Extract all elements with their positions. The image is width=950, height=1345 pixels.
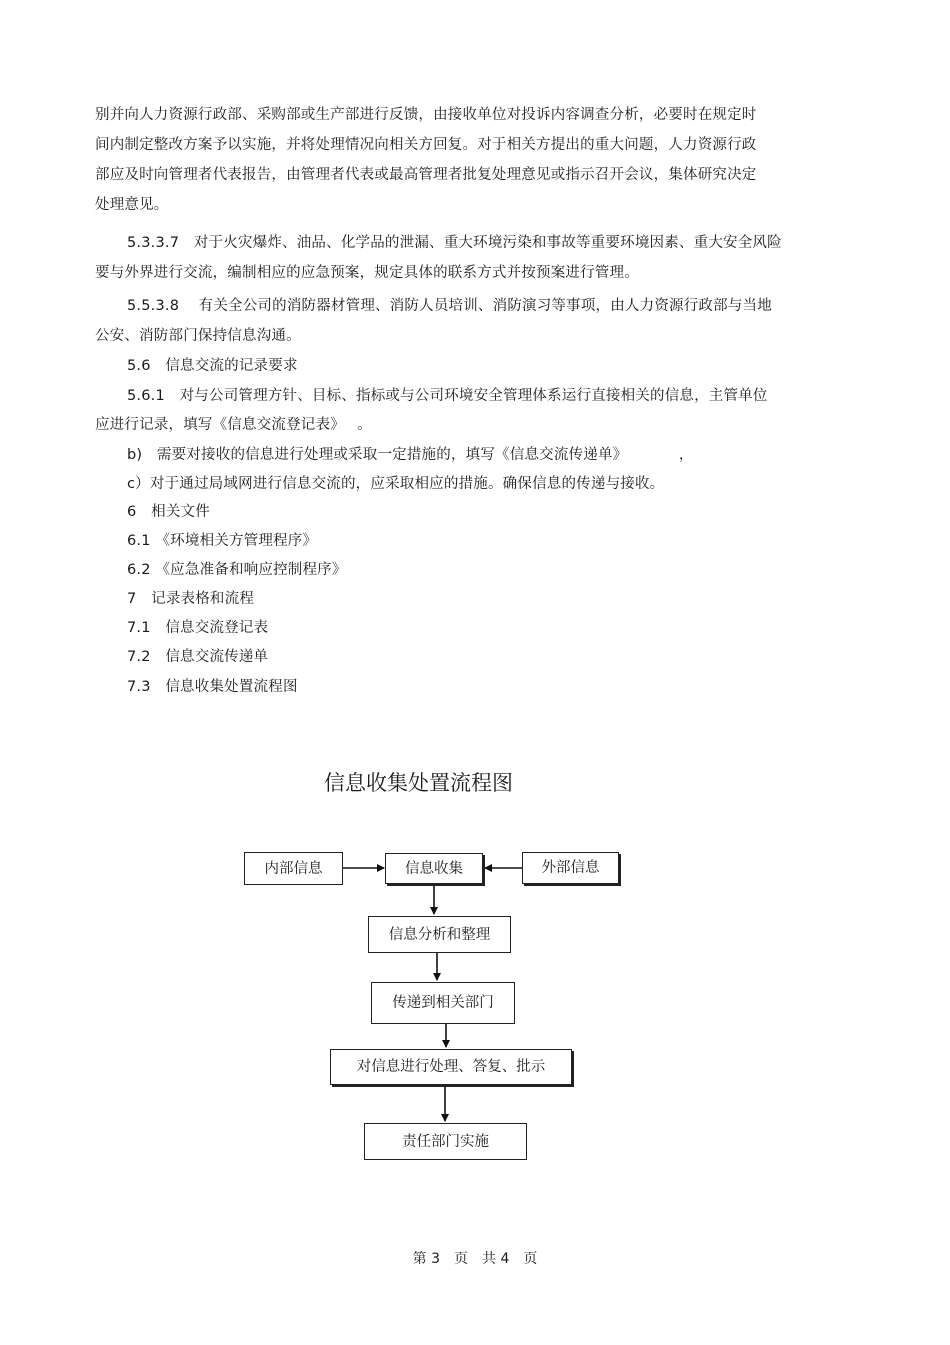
flow-box-label: 内部信息 — [264, 860, 323, 877]
body-line: 5.6.1 对与公司管理方针、目标、指标或与公司环境安全管理体系运行直接相关的信息，主管单位 — [127, 388, 768, 404]
body-line: 5.3.3.7 对于火灾爆炸、油品、化学品的泄漏、重大环境污染和事故等重要环境因素、重大安全风险 — [127, 235, 782, 251]
flow-box-label: 信息收集 — [405, 860, 463, 877]
list-item: 7.3 信息收集处置流程图 — [127, 679, 298, 695]
flow-box-label: 外部信息 — [541, 860, 600, 876]
section-heading: 6 相关文件 — [127, 504, 210, 520]
flow-box-internal-info — [244, 852, 343, 885]
body-line: 别并向人力资源行政部、采购部或生产部进行反馈，由接收单位对投诉内容调查分析，必要时在规定时 — [95, 107, 757, 123]
list-item: 6.2 《应急准备和响应控制程序》 — [127, 562, 347, 578]
flow-box-collect — [385, 853, 483, 884]
section-heading: 5.6 信息交流的记录要求 — [127, 358, 298, 374]
body-line: 5.5.3.8 有关全公司的消防器材管理、消防人员培训、消防演习等事项，由人力资源行政部与当地 — [127, 298, 772, 314]
flow-box-label: 责任部门实施 — [402, 1133, 489, 1150]
page-footer: 第 3 页 共 4 页 — [412, 1251, 538, 1267]
body-line: 要与外界进行交流，编制相应的应急预案，规定具体的联系方式并按预案进行管理。 — [95, 265, 639, 281]
flow-box-label: 传递到相关部门 — [392, 995, 494, 1011]
body-line: 部应及时向管理者代表报告，由管理者代表或最高管理者批复处理意见或指示召开会议，集体研究决定 — [95, 167, 757, 183]
body-line: b) 需要对接收的信息进行处理或采取一定措施的，填写《信息交流传递单》 ， — [127, 447, 694, 463]
body-line: 应进行记录，填写《信息交流登记表》 。 — [95, 417, 372, 433]
list-item: 7.1 信息交流登记表 — [127, 620, 269, 636]
flow-box-external-info — [522, 852, 619, 884]
flow-box-label: 信息分析和整理 — [388, 926, 491, 943]
body-line: c）对于通过局域网进行信息交流的，应采取相应的措施。确保信息的传递与接收。 — [127, 476, 665, 492]
body-line: 公安、消防部门保持信息沟通。 — [95, 328, 301, 344]
section-heading: 7 记录表格和流程 — [127, 591, 255, 607]
flow-box-transfer — [371, 982, 515, 1024]
flow-box-implement — [364, 1123, 527, 1160]
flow-box-label: 对信息进行处理、答复、批示 — [356, 1059, 546, 1075]
list-item: 7.2 信息交流传递单 — [127, 649, 269, 665]
flow-box-process — [330, 1049, 572, 1085]
body-line: 间内制定整改方案予以实施，并将处理情况向相关方回复。对于相关方提出的重大问题，人力资源行政 — [95, 137, 757, 153]
flow-box-analyze — [368, 916, 511, 953]
list-item: 6.1 《环境相关方管理程序》 — [127, 533, 318, 549]
flowchart-title: 信息收集处置流程图 — [324, 771, 513, 795]
body-line: 处理意见。 — [95, 197, 169, 213]
